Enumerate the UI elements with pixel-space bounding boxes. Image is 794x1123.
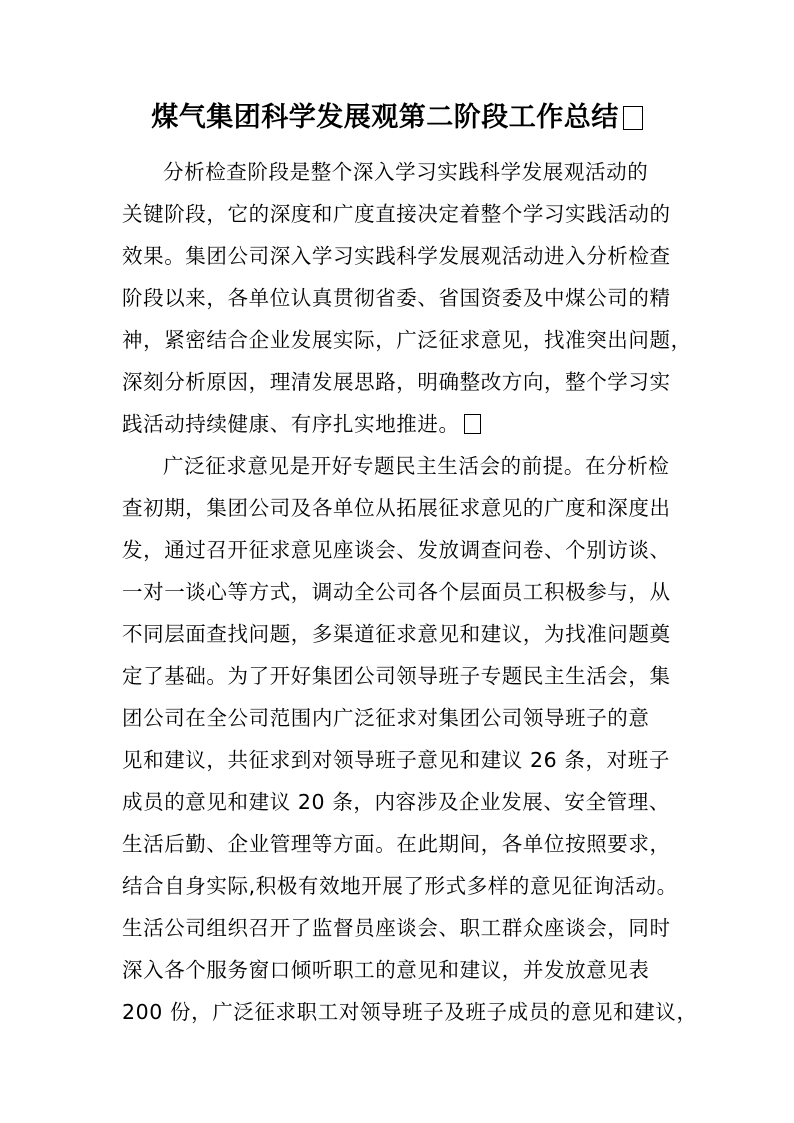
paragraph-2-line-9: 成员的意见和建议 20 条，内容涉及企业发展、安全管理、 [122, 790, 670, 814]
paragraph-2-line-2: 查初期，集团公司及各单位从拓展征求意见的广度和深度出 [122, 496, 671, 520]
paragraph-2-line-14: 200 份，广泛征求职工对领导班子及班子成员的意见和建议， [122, 1000, 698, 1024]
paragraph-2-line-8: 见和建议，共征求到对领导班子意见和建议 26 条，对班子 [122, 748, 670, 772]
document-title [0, 98, 794, 138]
paragraph-1-line-4: 阶段以来，各单位认真贯彻省委、省国资委及中煤公司的精 [122, 286, 671, 310]
paragraph-1-line-1: 分析检查阶段是整个深入学习实践科学发展观活动的 [163, 160, 649, 184]
paragraph-2-line-11: 结合自身实际,积极有效地开展了形式多样的意见征询活动。 [122, 874, 678, 898]
paragraph-1-line-7-text: 践活动持续健康、有序扎实地推进。 [122, 412, 460, 436]
paragraph-2-line-1: 广泛征求意见是开好专题民主生活会的前提。在分析检 [163, 454, 670, 478]
missing-glyph-box-icon [464, 414, 481, 434]
paragraph-2-line-4: 一对一谈心等方式，调动全公司各个层面员工积极参与，从 [122, 580, 671, 604]
document-title-text: 煤气集团科学发展观第二阶段工作总结 [151, 102, 619, 133]
paragraph-2-line-10: 生活后勤、企业管理等方面。在此期间，各单位按照要求， [122, 832, 671, 856]
paragraph-2-line-12: 生活公司组织召开了监督员座谈会、职工群众座谈会，同时 [122, 916, 671, 940]
paragraph-2-line-7: 团公司在全公司范围内广泛征求对集团公司领导班子的意 [122, 706, 650, 730]
paragraph-1-line-5: 神，紧密结合企业发展实际，广泛征求意见，找准突出问题， [122, 328, 692, 352]
paragraph-2-line-13: 深入各个服务窗口倾听职工的意见和建议，并发放意见表 [122, 958, 650, 982]
paragraph-2-line-3: 发，通过召开征求意见座谈会、发放调查问卷、个别访谈、 [122, 538, 671, 562]
paragraph-1-line-3: 效果。集团公司深入学习实践科学发展观活动进入分析检查 [122, 244, 671, 268]
paragraph-1-line-7 [122, 408, 481, 440]
paragraph-2-line-6: 定了基础。为了开好集团公司领导班子专题民主生活会，集 [122, 664, 671, 688]
paragraph-2-line-5: 不同层面查找问题，多渠道征求意见和建议，为找准问题奠 [122, 622, 671, 646]
missing-glyph-box-icon [623, 106, 643, 130]
paragraph-1-line-6: 深刻分析原因，理清发展思路，明确整改方向，整个学习实 [122, 370, 671, 394]
paragraph-1-line-2: 关键阶段，它的深度和广度直接决定着整个学习实践活动的 [122, 202, 671, 226]
